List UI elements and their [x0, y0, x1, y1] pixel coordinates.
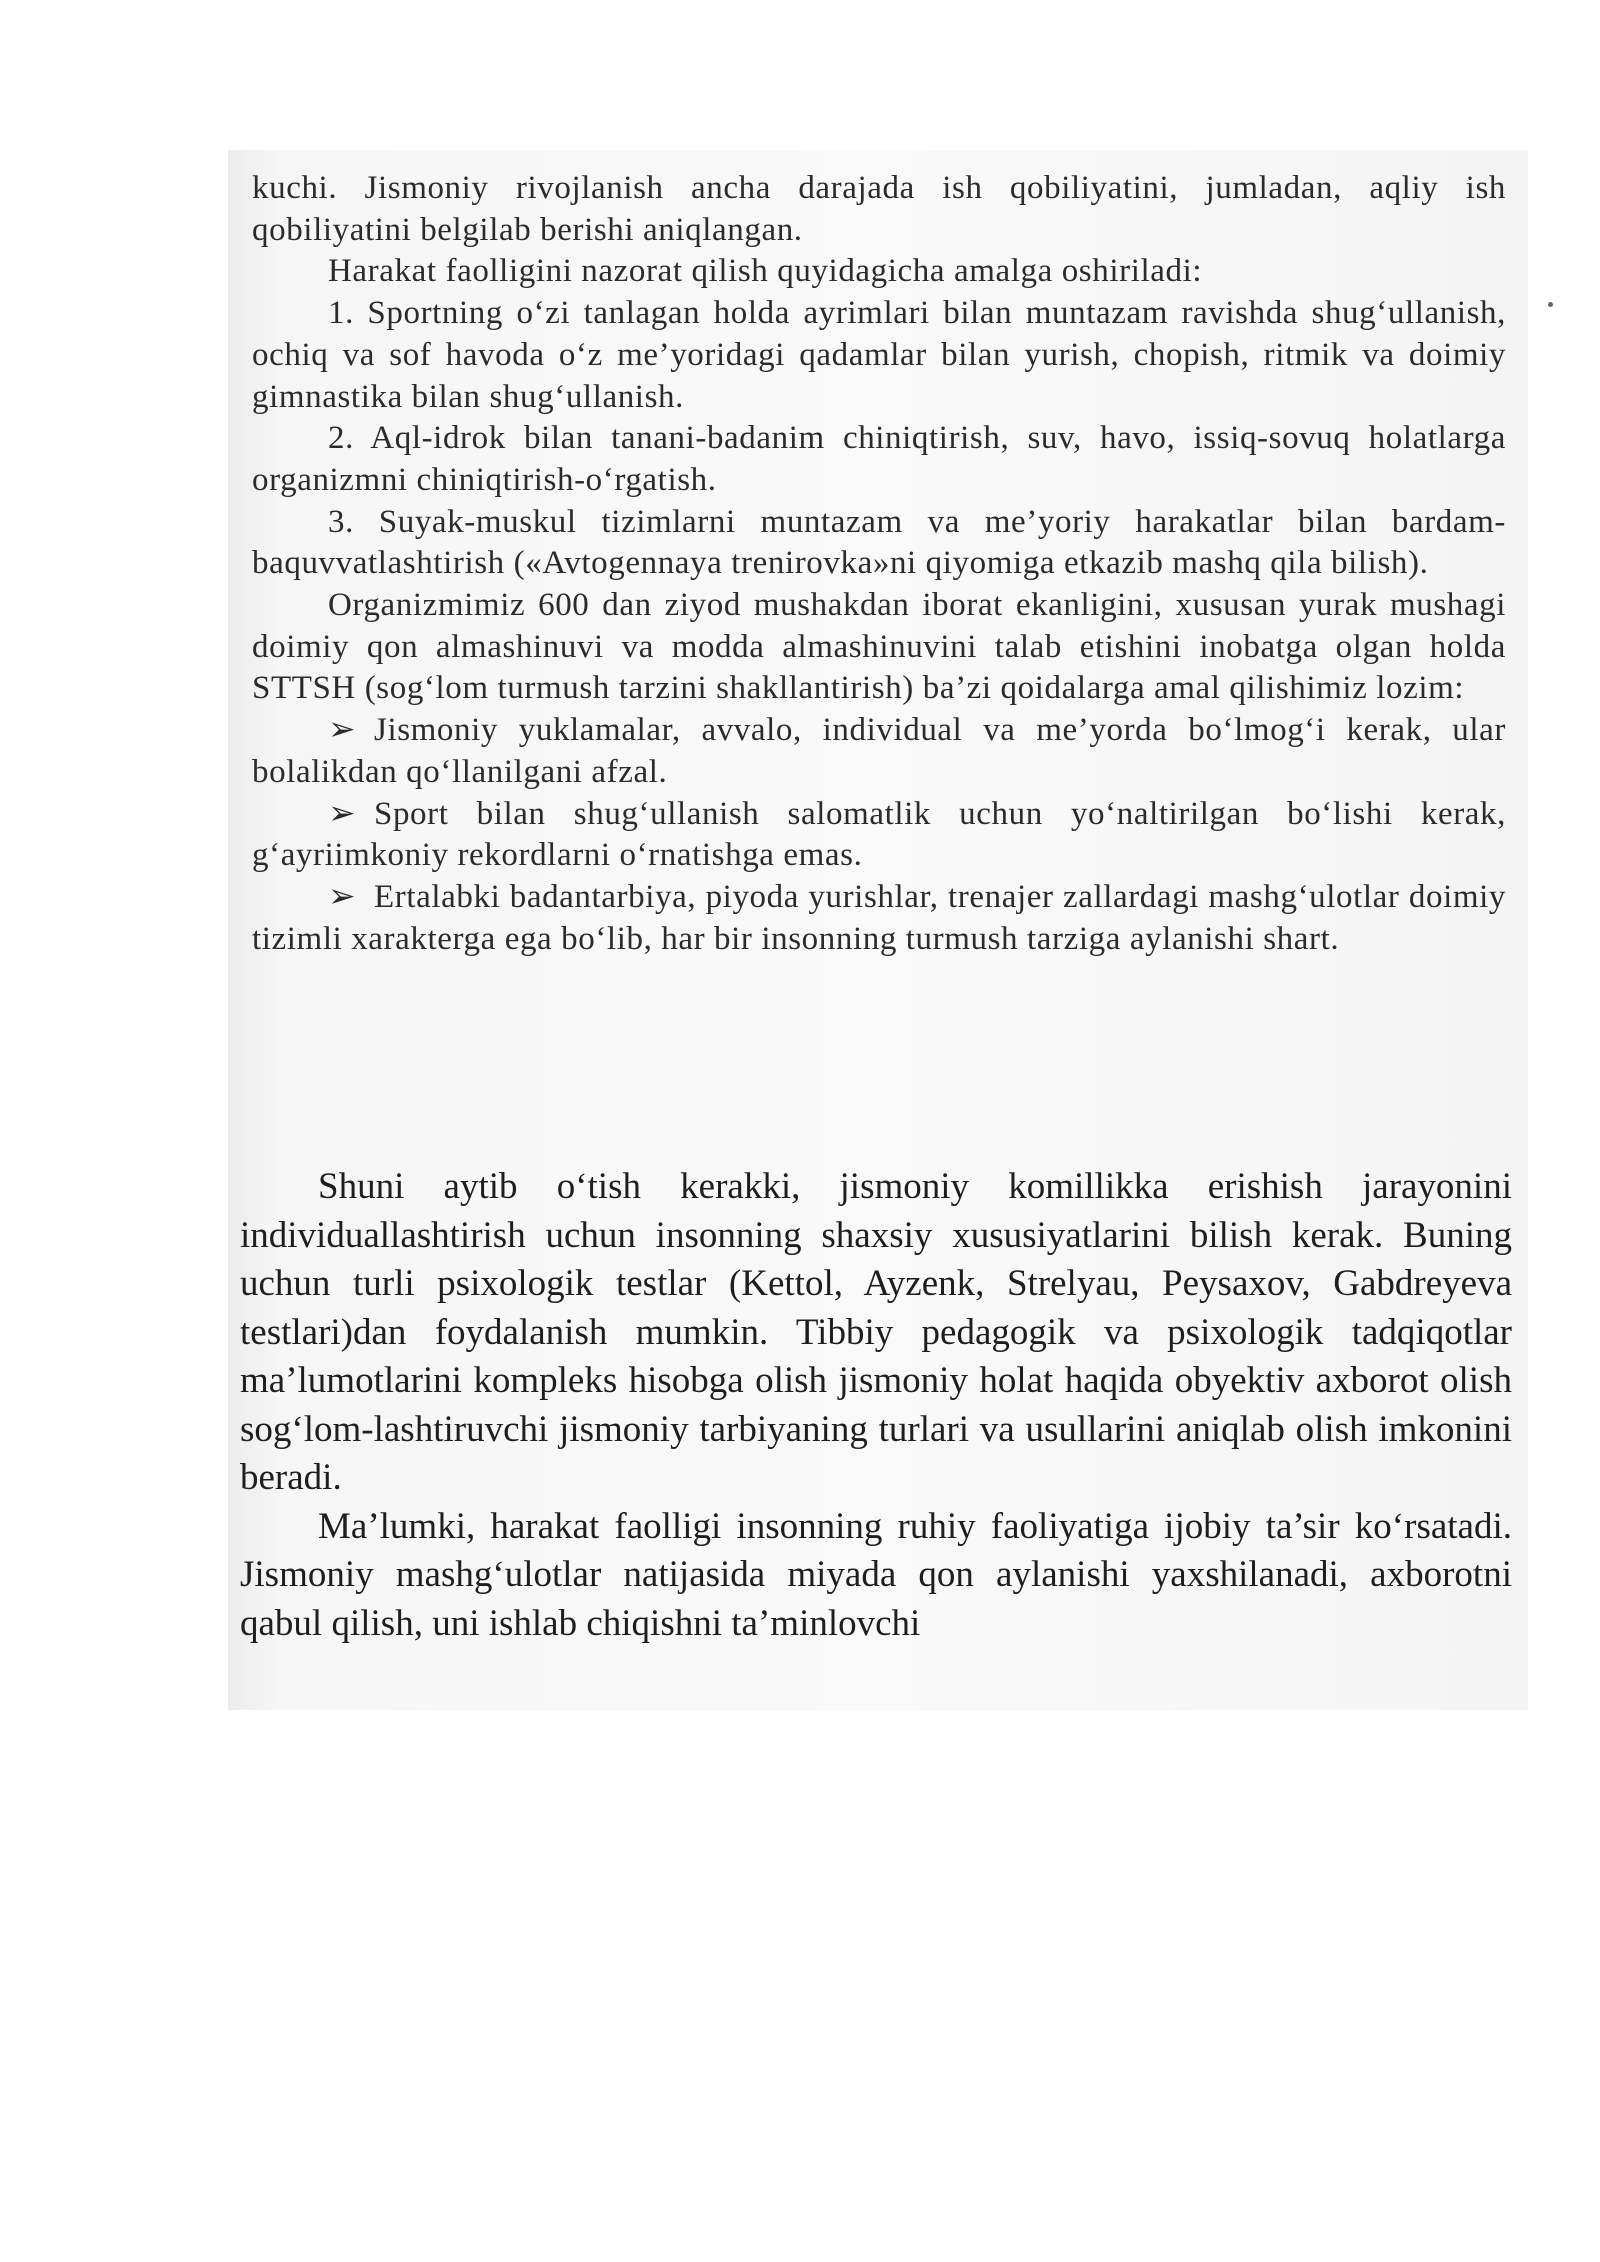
bullet-item-1 — [252, 710, 1506, 793]
upper-text-block — [252, 168, 1506, 960]
arrow-bullet-icon: ➢ — [328, 878, 357, 915]
numbered-item-2: 2. Aql-idrok bilan tanani-badanim chiniqtirish, suv, havo, issiq-sovuq holatlarga organizmni chiniqtirish-o‘rgatish. — [252, 420, 1506, 498]
bullet-text: Jismoniy yuklamalar, avvalo, individual va me’yorda bo‘lmog‘i kerak, ular bolalikdan qo‘llanilgani afzal. — [252, 712, 1506, 790]
paragraph-testing: Shuni aytib o‘tish kerakki, jismoniy komillikka erishish jarayonini individuallashtirish uchun insonning shaxsiy xususiyatlarini bilish kerak. Buning uchun turli psixologik testlar (Kettol, Ayzenk, Strelyau, Peysaxov, Gabdreyeva testlari)dan foydalanish mumkin. Tibbiy pedagogik va psixologik tadqiqotlar ma’lumotlarini kompleks hisobga olish jismoniy holat haqida obyektiv axborot olish sog‘lom-lashtiruvchi jismoniy tarbiyaning turlari va usullarini aniqlab olish imkonini beradi. — [240, 1166, 1512, 1498]
scan-speck — [1548, 302, 1553, 307]
bullet-text: Ertalabki badantarbiya, piyoda yurishlar, trenajer zallardagi mashg‘ulotlar doimiy tizimli xarakterga ega bo‘lib, har bir insonning turmush tarziga aylanishi shart. — [252, 878, 1506, 957]
paragraph-continuation: kuchi. Jismoniy rivojlanish ancha darajada ish qobiliyatini, jumladan, aqliy ish qobiliyatini belgilab berishi aniqlangan. — [252, 170, 1506, 248]
lower-text-block — [240, 1163, 1512, 1648]
numbered-item-3: 3. Suyak-muskul tizimlarni muntazam va me’yoriy harakatlar bilan bardam-baquvvatlashtirish («Avtogennaya trenirovka»ni qiyomiga etkazib mashq qila bilish). — [252, 503, 1506, 582]
arrow-bullet-icon: ➢ — [328, 712, 357, 749]
arrow-bullet-icon: ➢ — [328, 795, 357, 832]
bullet-item-2 — [252, 794, 1506, 877]
bullet-item-3 — [252, 877, 1506, 960]
paragraph-activity: Ma’lumki, harakat faolligi insonning ruhiy faoliyatiga ijobiy ta’sir ko‘rsatadi. Jismoniy mashg‘ulotlar natijasida miyada qon aylanishi yaxshilanadi, axborotni qabul qilish, uni ishlab chiqishni ta’minlovchi — [240, 1505, 1512, 1644]
numbered-item-1: 1. Sportning o‘zi tanlagan holda ayrimlari bilan muntazam ravishda shug‘ullanish, ochiq va sof havoda o‘z me’yoridagi qadamlar bilan yurish, chopish, ritmik va doimiy gimnastika bilan shug‘ullanish. — [252, 295, 1506, 415]
paragraph-rules: Organizmimiz 600 dan ziyod mushakdan iborat ekanligini, xususan yurak mushagi doimiy qon almashinuvi va modda almashinuvini talab etishini inobatga olgan holda STTSH (sog‘lom turmush tarzini shakllantirish) ba’zi qoidalarga amal qilishimiz lozim: — [252, 587, 1506, 707]
paragraph-intro: Harakat faolligini nazorat qilish quyidagicha amalga oshiriladi: — [328, 253, 1203, 290]
bullet-text: Sport bilan shug‘ullanish salomatlik uchun yo‘naltirilgan bo‘lishi kerak, g‘ayriimkoniy rekordlarni o‘rnatishga emas. — [252, 795, 1506, 874]
